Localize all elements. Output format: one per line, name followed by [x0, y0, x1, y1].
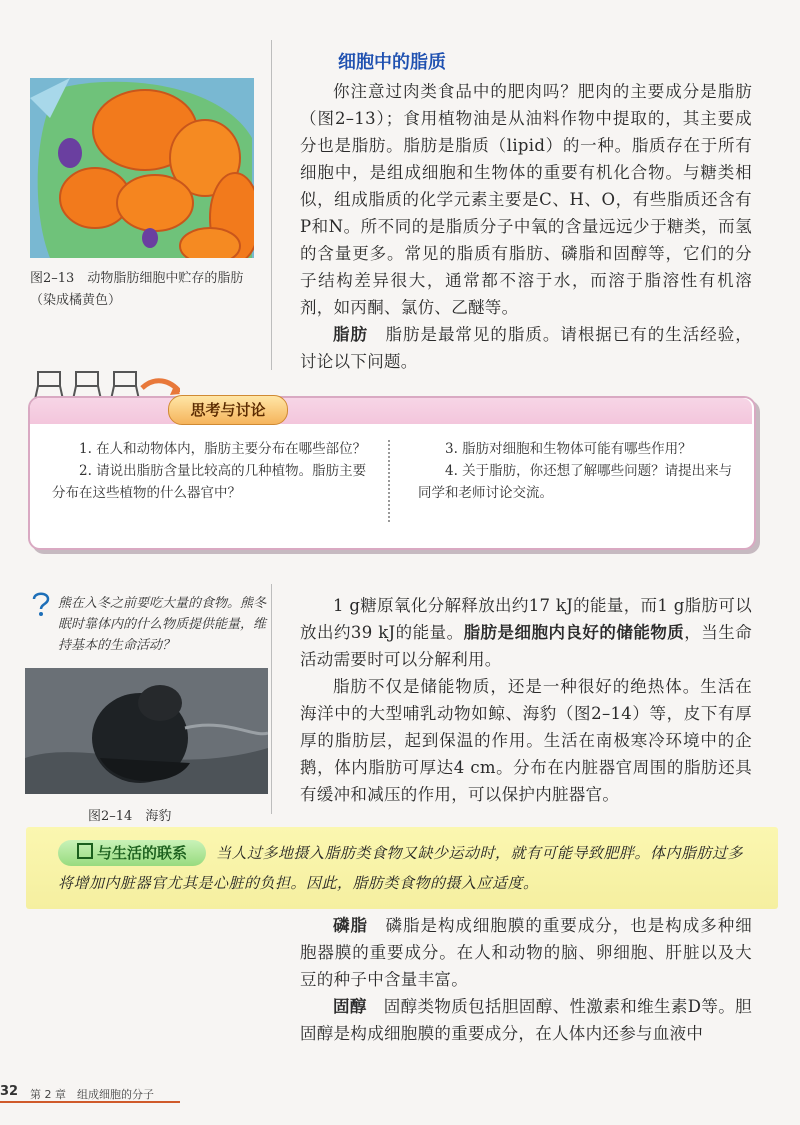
discussion-separator: [388, 440, 390, 522]
energy-text-before: 1 g糖原氧化分解释放出约17 kJ的能量，而1 g脂肪可以放出约39 kJ的能量。: [300, 596, 752, 642]
chapter-label: 第 2 章 组成细胞的分子: [30, 1088, 154, 1101]
section-title: 细胞中的脂质: [338, 52, 446, 73]
sterol-term: 固醇: [333, 997, 367, 1016]
column-divider: [271, 40, 272, 370]
figure-caption-seal: 图2–14 海豹: [88, 809, 172, 824]
life-connection-label: 与生活的联系: [96, 844, 187, 862]
sterol-paragraph: [300, 993, 752, 1047]
discussion-q3: 3. 脂肪对细胞和生物体可能有哪些作用？: [445, 441, 692, 457]
discussion-q1: 1. 在人和动物体内，脂肪主要分布在哪些部位？: [79, 441, 367, 457]
question-icon: [30, 591, 52, 617]
phospholipid-term: 磷脂: [333, 916, 368, 935]
phospholipid-text: 磷脂是构成细胞膜的重要成分，也是构成多种细胞器膜的重要成分。在人和动物的脑、卵细胞、肝脏以及大豆的种子中含量丰富。: [300, 916, 752, 989]
lipid-types-text: [300, 912, 752, 1047]
intro-paragraph: 你注意过肉类食品中的肥肉吗？肥肉的主要成分是脂肪（图2–13）；食用植物油是从油料作物中提取的，其主要成分也是脂肪。脂肪是脂质（lipid）的一种。脂质存在于所有细胞中，是组成细胞和生物体的重要有机化合物。与糖类相似，组成脂质的化学元素主要是C、H、O，有些脂质还含有P和N。所不同的是脂质分子中氧的含量远远少于糖类，而氢的含量更多。常见的脂质有脂肪、磷脂和固醇等，它们的分子结构差异很大，通常都不溶于水，而溶于脂溶性有机溶剂，如丙酮、氯仿、乙醚等。: [300, 82, 752, 317]
sterol-text: 固醇类物质包括胆固醇、性激素和维生素D等。胆固醇是构成细胞膜的重要成分，在人体内还参与血液中: [300, 997, 752, 1043]
column-divider-2: [271, 584, 272, 814]
seal-photo: [25, 668, 268, 794]
intro-text: [300, 78, 752, 375]
phospholipid-paragraph: [300, 912, 752, 993]
discussion-left: [52, 438, 376, 504]
discussion-tag: 思考与讨论: [168, 395, 288, 425]
discussion-header-band: [30, 398, 752, 424]
insulation-paragraph: 脂肪不仅是储能物质，还是一种很好的绝热体。生活在海洋中的大型哺乳动物如鲸、海豹（图2–14）等，皮下有厚厚的脂肪层，起到保温的作用。生活在南极寒冷环境中的企鹅，体内脂肪可厚达4 cm。分布在内脏器官周围的脂肪还具有缓冲和减压的作用，可以保护内脏器官。: [300, 677, 752, 804]
sidebar-tip: 熊在入冬之前要吃大量的食物。熊冬眠时靠体内的什么物质提供能量，维持基本的生命活动？: [58, 596, 267, 653]
energy-paragraph: [300, 592, 752, 673]
page-number: 32: [0, 1084, 19, 1099]
energy-text: [300, 592, 752, 808]
discussion-q2: 2. 请说出脂肪含量比较高的几种植物。脂肪主要分布在这些植物的什么器官中？: [52, 463, 367, 501]
footer-rule: [0, 1101, 180, 1103]
fat-intro-paragraph: [300, 321, 752, 375]
figure-caption: 图2–13 动物脂肪细胞中贮存的脂肪（染成橘黄色）: [30, 271, 244, 308]
discussion-right: [418, 438, 738, 504]
energy-text-after: ，当生命活动需要时可以分解利用。: [300, 623, 753, 669]
energy-emphasis: 脂肪是细胞内良好的储能物质: [463, 623, 685, 642]
life-connection-text: 当人过多地摄入脂肪类食物又缺少运动时，就有可能导致肥胖。体内脂肪过多将增加内脏器官尤其是心脏的负担。因此，脂肪类食物的摄入应适度。: [58, 844, 744, 892]
discussion-q4: 4. 关于脂肪，你还想了解哪些问题？请提出来与同学和老师讨论交流。: [418, 463, 733, 501]
fat-cell-image: [30, 78, 254, 258]
fat-intro-text: 脂肪是最常见的脂质。请根据已有的生活经验，讨论以下问题。: [300, 325, 752, 371]
fat-term: 脂肪: [333, 325, 368, 344]
